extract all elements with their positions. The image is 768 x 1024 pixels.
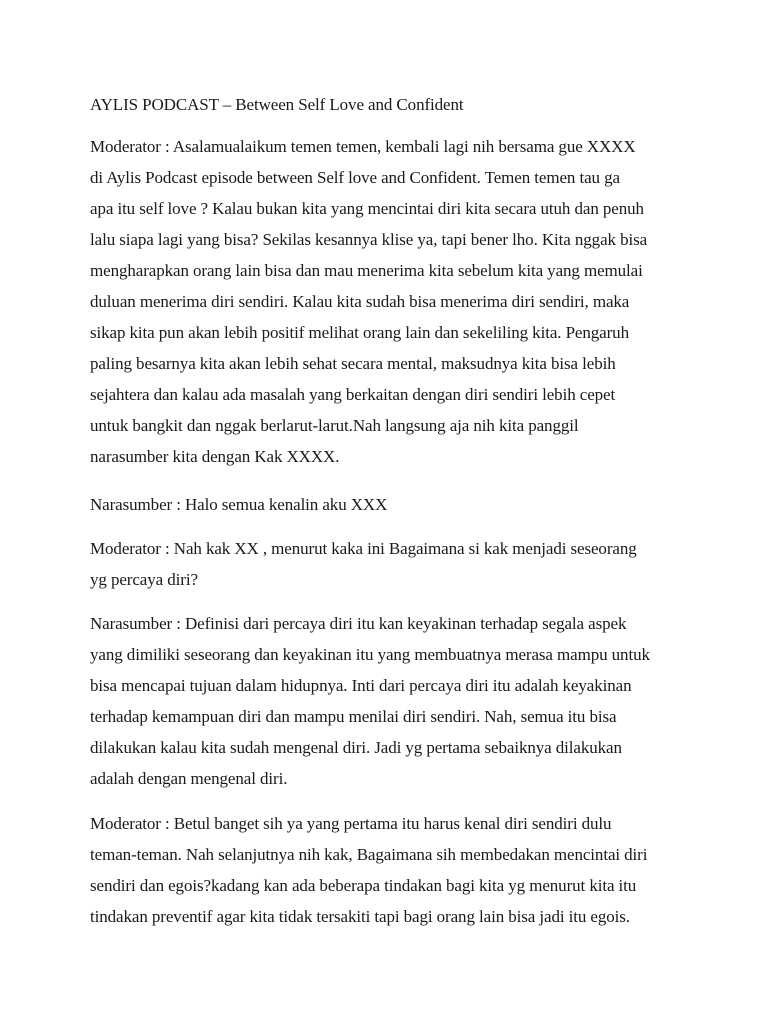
paragraph-narasumber-greeting — [90, 489, 690, 520]
document-title — [90, 89, 690, 120]
text-line: tindakan preventif agar kita tidak tersakiti tapi bagi orang lain bisa jadi itu egois. — [90, 907, 630, 926]
text-line: sikap kita pun akan lebih positif melihat orang lain dan sekeliling kita. Pengaruh — [90, 323, 629, 342]
text-line: terhadap kemampuan diri dan mampu menilai diri sendiri. Nah, semua itu bisa — [90, 707, 617, 726]
text-line: narasumber kita dengan Kak XXXX. — [90, 447, 340, 466]
paragraph-moderator-followup — [90, 808, 690, 932]
text-line: Narasumber : Definisi dari percaya diri itu kan keyakinan terhadap segala aspek — [90, 614, 627, 633]
text-line: sendiri dan egois?kadang kan ada beberapa tindakan bagi kita yg menurut kita itu — [90, 876, 637, 895]
text-line: paling besarnya kita akan lebih sehat secara mental, maksudnya kita bisa lebih — [90, 354, 616, 373]
text-line: untuk bangkit dan nggak berlarut-larut.Nah langsung aja nih kita panggil — [90, 416, 579, 435]
paragraph-narasumber-answer — [90, 608, 690, 794]
text-line: yg percaya diri? — [90, 570, 198, 589]
text-line: teman-teman. Nah selanjutnya nih kak, Bagaimana sih membedakan mencintai diri — [90, 845, 648, 864]
paragraph-moderator-question — [90, 533, 690, 595]
text-line: duluan menerima diri sendiri. Kalau kita sudah bisa menerima diri sendiri, maka — [90, 292, 630, 311]
text-line: mengharapkan orang lain bisa dan mau menerima kita sebelum kita yang memulai — [90, 261, 643, 280]
text-line: Moderator : Asalamualaikum temen temen, kembali lagi nih bersama gue XXXX — [90, 137, 636, 156]
text-line: Moderator : Nah kak XX , menurut kaka ini Bagaimana si kak menjadi seseorang — [90, 539, 637, 558]
paragraph-moderator-intro — [90, 131, 690, 472]
text-line: Moderator : Betul banget sih ya yang pertama itu harus kenal diri sendiri dulu — [90, 814, 612, 833]
text-line: dilakukan kalau kita sudah mengenal diri. Jadi yg pertama sebaiknya dilakukan — [90, 738, 622, 757]
text-line: yang dimiliki seseorang dan keyakinan itu yang membuatnya merasa mampu untuk — [90, 645, 650, 664]
text-line: adalah dengan mengenal diri. — [90, 769, 288, 788]
text-line: sejahtera dan kalau ada masalah yang berkaitan dengan diri sendiri lebih cepet — [90, 385, 616, 404]
text-line: lalu siapa lagi yang bisa? Sekilas kesannya klise ya, tapi bener lho. Kita nggak bisa — [90, 230, 648, 249]
text-line: bisa mencapai tujuan dalam hidupnya. Inti dari percaya diri itu adalah keyakinan — [90, 676, 632, 695]
text-line: Narasumber : Halo semua kenalin aku XXX — [90, 495, 388, 514]
text-line: di Aylis Podcast episode between Self love and Confident. Temen temen tau ga — [90, 168, 620, 187]
title-line: AYLIS PODCAST – Between Self Love and Confident — [90, 95, 464, 114]
text-line: apa itu self love ? Kalau bukan kita yang mencintai diri kita secara utuh dan penuh — [90, 199, 644, 218]
